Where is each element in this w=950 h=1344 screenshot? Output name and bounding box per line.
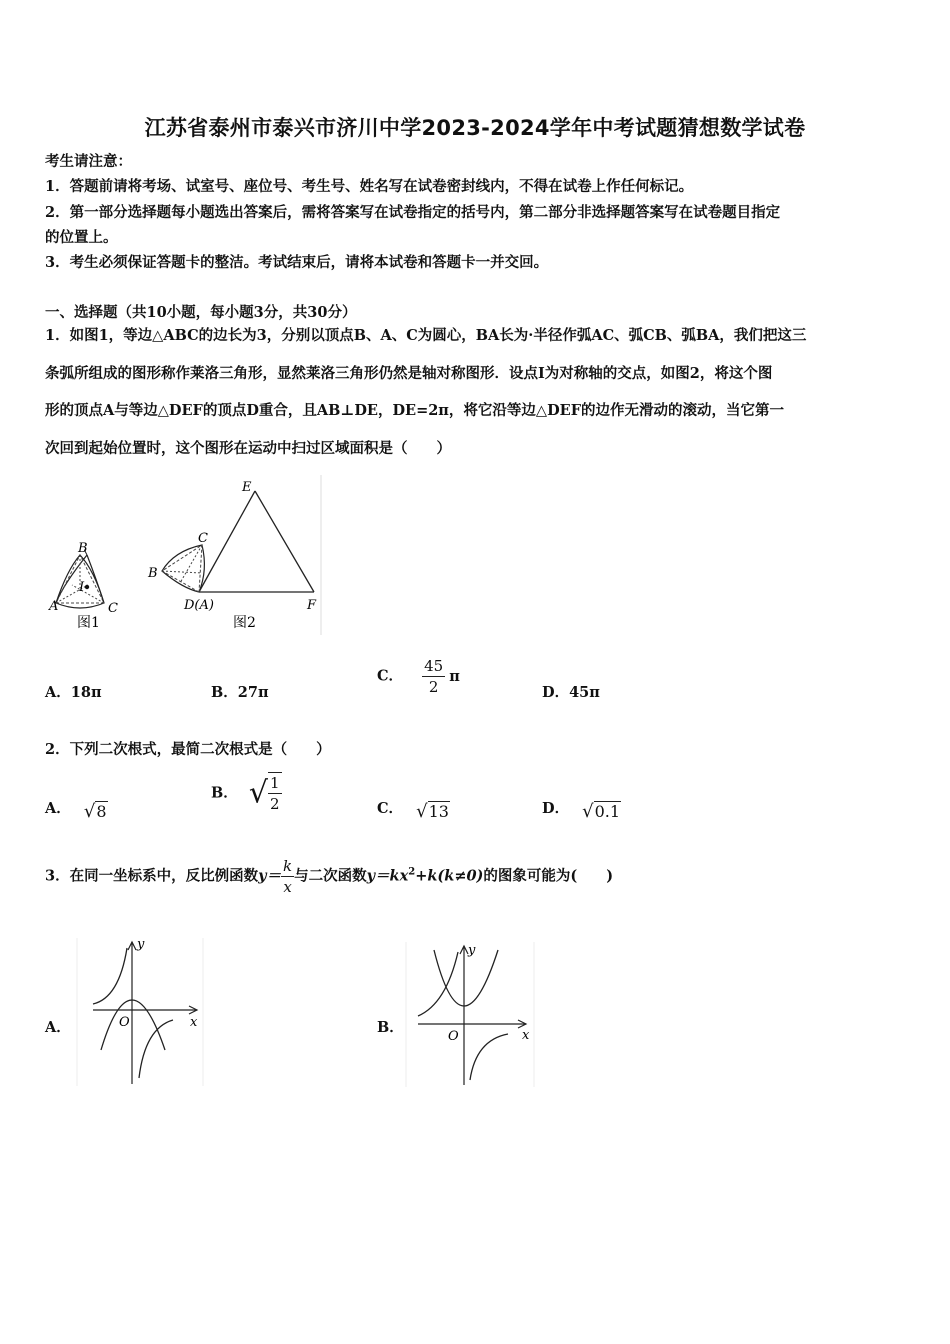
fig2-label-C: C [198,531,208,546]
radicand: 0.1 [594,802,621,821]
page-title: 江苏省泰州市泰兴市济川中学2023-2024学年中考试题猜想数学试卷 [144,116,806,140]
radical-sign-icon: √ [248,775,268,811]
fraction [422,656,445,697]
q3-option-a[interactable] [45,1016,71,1037]
q2-option-b[interactable] [211,772,282,814]
q1-line-3: 形的顶点A与等边△DEF的顶点D重合，且AB⊥DE，DE=2π，将它沿等边△DEF的边作无滑动的滚动，当它第一 [45,402,784,419]
option-value: 18π [70,684,102,701]
option-value: 45π [569,684,600,701]
option-letter: D． [542,800,570,817]
fraction [268,772,282,814]
fig2-label-E: E [242,480,252,495]
q1-line-1: 1．如图1，等边△ABC的边长为3，分别以顶点B、A、C为圆心，BA长为·半径作弧AC、弧CB、弧BA，我们把这三 [45,327,807,344]
axis-label-x: x [522,1028,530,1043]
q2-option-a[interactable] [45,797,108,822]
reuleaux-figure-1 [56,550,104,608]
radicand: 8 [96,802,107,821]
q3-sup: 2 [408,866,416,878]
option-letter: D． [542,684,570,701]
notice-item-2: 2．第一部分选择题每小题选出答案后，需将答案写在试卷指定的括号内，第二部分非选择题答案写在试卷题目指定 [45,204,781,221]
axis-label-x: x [190,1015,198,1030]
q3-prefix: 3．在同一坐标系中，反比例函数 [45,867,259,885]
option-letter: A． [45,800,71,817]
fraction-numerator: 45 [424,657,444,675]
q3-option-b[interactable] [377,1016,404,1037]
notice-item-3: 3．考生必须保证答题卡的整洁。考试结束后，请将本试卷和答题卡一并交回。 [45,254,549,271]
q2-option-d[interactable] [542,797,621,822]
option-value: 27π [237,684,269,701]
fig1-label-I: I [79,580,85,595]
option-letter: C． [377,667,404,685]
fig2-label-F: F [307,598,317,613]
equilateral-triangle-def [199,491,314,592]
q3-suffix: 的图象可能为( ) [483,867,614,885]
axis-label-y: y [468,943,476,958]
origin-label: O [119,1015,130,1030]
q3-func-tail: +k(k≠0) [415,867,484,885]
q1-figure [42,475,332,640]
fig1-caption: 图1 [77,615,100,631]
reuleaux-figure-2 [162,545,204,592]
fig2-label-DA: D(A) [184,598,214,613]
fraction-numerator: k [283,857,293,875]
notice-heading: 考生请注意： [45,153,132,170]
q2-stem: 2．下列二次根式，最简二次根式是（ ） [45,741,331,758]
fraction-denominator: 2 [428,678,439,696]
option-letter: B． [211,784,238,802]
fig2-caption: 图2 [233,615,256,631]
fig1-label-A: A [49,599,59,614]
hyperbola-branch [93,948,127,1004]
fraction-denominator: x [283,878,292,896]
option-letter: B． [377,1019,404,1036]
option-letter: B． [211,684,238,701]
q1-option-a[interactable] [45,681,102,702]
section-heading: 一、选择题（共10小题，每小题3分，共30分） [45,304,357,321]
q1-line-4: 次回到起始位置时，这个图形在运动中扫过区域面积是（ ） [45,440,451,457]
origin-label: O [448,1029,459,1044]
q1-option-b[interactable] [211,681,269,702]
q3-func: y＝kx [366,867,409,885]
axis-label-y: y [137,938,145,952]
parabola-curve [101,1000,165,1050]
option-suffix: π [449,667,460,685]
q1-option-d[interactable] [542,681,600,702]
q2-option-c[interactable] [377,797,450,822]
notice-item-2-cont: 的位置上。 [45,229,118,246]
fig1-label-B: B [78,541,88,556]
sqrt-expression [249,772,282,814]
fig1-label-C: C [108,601,118,616]
q3-stem [45,856,613,897]
fraction-numerator: 1 [269,774,280,792]
fraction-denominator: 2 [269,795,280,813]
radical-sign-icon: √ [416,801,428,822]
option-letter: A． [45,684,71,701]
q3-graph-a [75,938,205,1086]
radicand: 13 [428,802,449,821]
q3-y-eq: y＝ [258,867,282,885]
option-letter: A． [45,1019,71,1036]
sqrt-expression [84,801,108,822]
q3-graph-b [404,942,536,1087]
q3-middle: 与二次函数 [294,867,367,885]
q1-line-2: 条弧所组成的图形称作莱洛三角形，显然莱洛三角形仍然是轴对称图形．设点I为对称轴的交点，如图2，将这个图 [45,365,773,382]
fig2-label-B: B [148,566,158,581]
notice-item-1: 1．答题前请将考场、试室号、座位号、考生号、姓名写在试卷密封线内，不得在试卷上作任何标记。 [45,178,694,195]
q1-option-c[interactable] [377,656,460,697]
fraction [281,856,294,897]
parabola-curve [434,950,498,1006]
hyperbola-branch [470,1034,508,1080]
radical-sign-icon: √ [582,801,594,822]
radical-sign-icon: √ [83,801,96,822]
hyperbola-branch [418,952,458,1016]
hyperbola-branch [139,1020,173,1078]
sqrt-expression [416,801,450,822]
option-letter: C． [377,800,404,817]
sqrt-expression [582,801,621,822]
